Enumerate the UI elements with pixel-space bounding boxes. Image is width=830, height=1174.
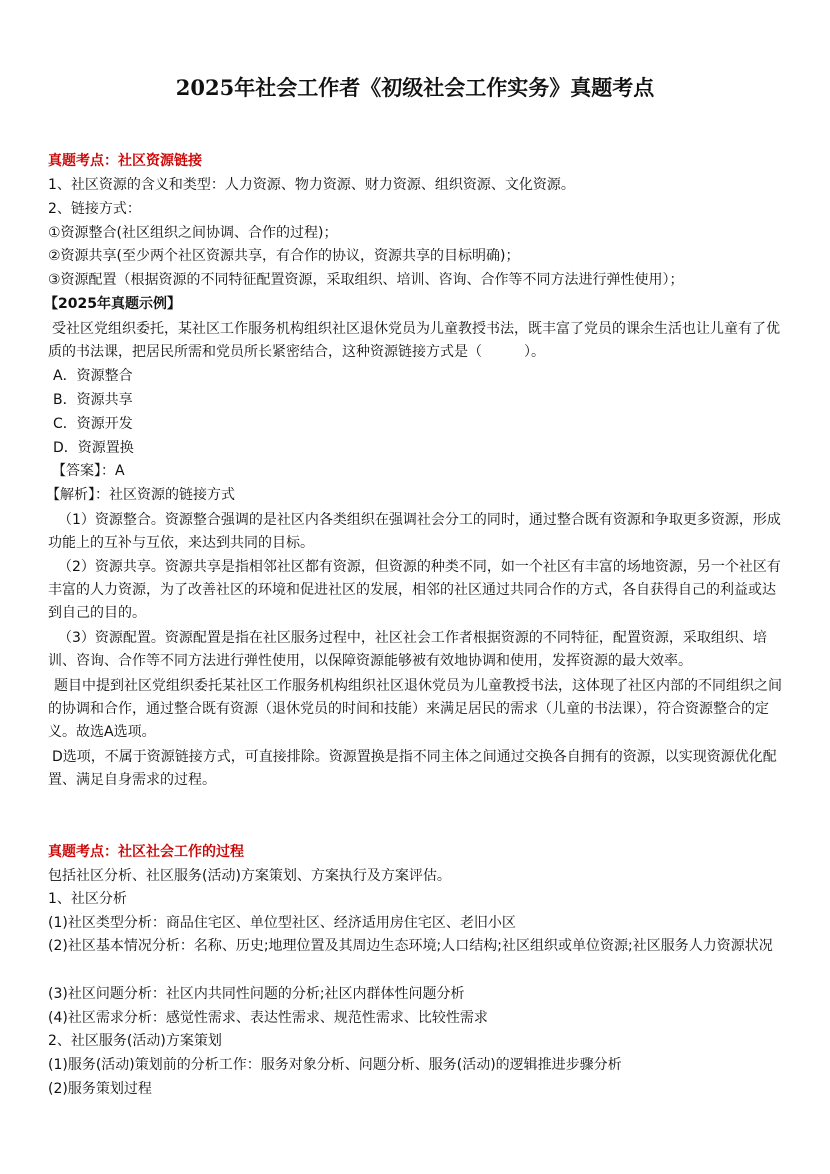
analysis-paragraph-3: （3）资源配置。资源配置是指在社区服务过程中，社区社会工作者根据资源的不同特征，配置资源，采取组织、培训、咨询、合作等不同方法进行弹性使用，以保障资源能够被有效地协调和使用，发挥资源的最大效率。	[48, 630, 767, 669]
option-d: D．资源置换	[53, 440, 134, 456]
list-item: (1)服务(活动)策划前的分析工作：服务对象分析、问题分析、服务(活动)的逻辑推进步骤分析	[48, 1057, 622, 1073]
analysis-label: 【解析】：社区资源的链接方式	[46, 487, 235, 503]
list-item: (3)社区问题分析：社区内共同性问题的分析;社区内群体性问题分析	[48, 986, 465, 1002]
list-item: ①资源整合(社区组织之间协调、合作的过程)；	[48, 225, 338, 241]
option-a: A．资源整合	[53, 368, 133, 384]
list-item: 1、社区分析	[48, 891, 127, 907]
section-heading-resource-linking: 真题考点：社区资源链接	[48, 153, 202, 169]
option-c: C．资源开发	[53, 416, 133, 432]
answer: 【答案】：A	[52, 463, 125, 479]
list-item: (1)社区类型分析：商品住宅区、单位型社区、经济适用房住宅区、老旧小区	[48, 915, 516, 931]
analysis-paragraph-5: D选项，不属于资源链接方式，可直接排除。资源置换是指不同主体之间通过交换各自拥有的资源，以实现资源优化配置、满足自身需求的过程。	[48, 749, 777, 788]
section-heading-community-process: 真题考点：社区社会工作的过程	[48, 844, 244, 860]
analysis-paragraph-1: （1）资源整合。资源整合强调的是社区内各类组织在强调社会分工的同时，通过整合既有资源和争取更多资源，形成功能上的互补与互依，来达到共同的目标。	[48, 512, 781, 551]
list-item: 2、社区服务(活动)方案策划	[48, 1033, 222, 1049]
page-title: 2025年社会工作者《初级社会工作实务》真题考点	[175, 75, 655, 100]
list-item: ③资源配置（根据资源的不同特征配置资源，采取组织、培训、咨询、合作等不同方法进行弹性使用）；	[48, 272, 684, 288]
paragraph: 包括社区分析、社区服务(活动)方案策划、方案执行及方案评估。	[48, 868, 451, 884]
list-item: (2)服务策划过程	[48, 1081, 152, 1097]
list-item: (4)社区需求分析：感觉性需求、表达性需求、规范性需求、比较性需求	[48, 1010, 488, 1026]
analysis-paragraph-2: （2）资源共享。资源共享是指相邻社区都有资源，但资源的种类不同，如一个社区有丰富的场地资源，另一个社区有丰富的人力资源，为了改善社区的环境和促进社区的发展，相邻的社区通过共同合作的方式，各自获得自己的利益或达到自己的目的。	[48, 559, 781, 621]
option-b: B．资源共享	[53, 392, 133, 408]
list-item: (2)社区基本情况分析：名称、历史;地理位置及其周边生态环境;人口结构;社区组织或单位资源;社区服务人力资源状况	[48, 938, 773, 954]
example-label: 【2025年真题示例】	[44, 296, 181, 312]
paragraph: 1、社区资源的含义和类型：人力资源、物力资源、财力资源、组织资源、文化资源。	[48, 177, 575, 193]
list-item: ②资源共享(至少两个社区资源共享，有合作的协议，资源共享的目标明确)；	[48, 248, 520, 264]
analysis-paragraph-4: 题目中提到社区党组织委托某社区工作服务机构组织社区退休党员为儿童教授书法，这体现了社区内部的不同组织之间的协调和合作，通过整合既有资源（退休党员的时间和技能）来满足居民的需求（儿童的书法课），符合资源整合的定义。故选A选项。	[48, 678, 782, 740]
question-text: 受社区党组织委托，某社区工作服务机构组织社区退休党员为儿童教授书法，既丰富了党员的课余生活也让儿童有了优质的书法课，把居民所需和党员所长紧密结合，这种资源链接方式是（ ）。	[48, 321, 780, 360]
paragraph: 2、链接方式：	[48, 201, 141, 217]
